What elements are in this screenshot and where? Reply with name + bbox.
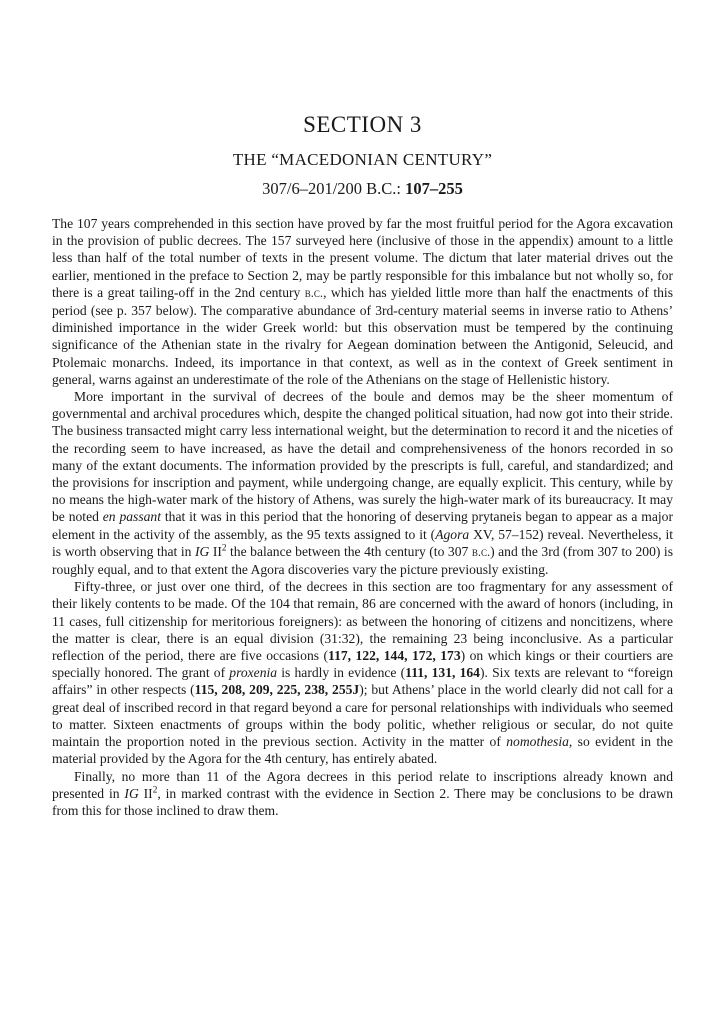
text-run-sup: 2 (152, 784, 158, 795)
text-run-b: 111, 131, 164 (405, 665, 480, 681)
paragraph-4: Finally, no more than 11 of the Agora decrees in this period relate to inscriptions already known and presented in IG $II^2$, in marked contrast with the evidence in Section 2. There may be conclusions to be drawn from this for those inclined to draw them. (52, 768, 673, 818)
text-run-i: proxenia (229, 665, 278, 681)
text-run-i: Agora (435, 526, 470, 542)
paragraph-3: Fifty-three, or just over one third, of the decrees in this section are too fragmentary for any assessment of their likely contents to be made. Of the 104 that remain, 86 are concerned with the award of honors (including, in 11 cases, full citizenship for meritorious foreigners): as between the honoring of citizens and noncitizens, where the matter is clear, there is an equal division (31:32), the remaining 23 being inconclusive. As a particular reflection of the period, there are five occasions (117, 122, 144, 172, 173) on which kings or their courtiers are specially honored. The grant of proxenia is hardly in evidence (111, 131, 164). Six texts are relevant to “foreign affairs” in other respects (115, 208, 209, 225, 238, 255J); but Athens’ place in the world clearly did not call for a great deal of inscribed record in that regard beyond a care for personal relationships with individuals who seemed to matter. Sixteen enactments of groups within the body politic, whether religious or secular, do not quite maintain the proportion noted in the previous section. Activity in the matter of nomothesia, so evident in the material provided by the Agora for the 4th century, has entirely abated. (52, 579, 673, 767)
date-range-text: 307/6–201/200 B.C.: (262, 179, 406, 198)
paragraph-2: More important in the survival of decrees of the boule and demos may be the sheer momentum of governmental and archival procedures which, despite the changed political situation, had now got into their stride. The business transacted might carry less international weight, but the determination to record it and the niceties of the recording seem to have increased, as have the detail and comprehensiveness of the honors recorded in so many of the extant documents. The information provided by the prescripts is full, careful, and standardized; and the provisions for inscription and payment, while undergoing change, are equally explicit. This century, while by no means the high-water mark of the history of Athens, was surely the high-water mark of its bureaucracy. It may be noted en passant that it was in this period that the honoring of deserving prytaneis began to appear as a major element in the activity of the assembly, as the 95 texts assigned to it (Agora XV, 57–152) reveal. Nevertheless, it is worth observing that in IG $II^2$ the balance between the 4th century (to 307 b.c.) and the 3rd (from 307 to 200) is roughly equal, and to that extent the Agora discoveries vary the picture previously existing. (52, 389, 674, 578)
section-date-range (52, 179, 673, 199)
text-run-sup: 2 (221, 542, 227, 553)
section-title: SECTION 3 (303, 112, 422, 137)
text-run-sc: b.c. (471, 544, 491, 559)
text-run-b: 115, 208, 209, 225, 238, 255J (194, 682, 360, 698)
text-run-b: 117, 122, 144, 172, 173 (328, 648, 461, 664)
text-run-i: IG (124, 785, 139, 801)
text-run-sc: b.c. (304, 285, 324, 300)
text-run-i: en passant (102, 509, 162, 525)
body-text (52, 215, 673, 819)
text-run-i: nomothesia (506, 734, 569, 750)
text-run-i: IG (194, 543, 210, 559)
section-subtitle: THE “MACEDONIAN CENTURY” (232, 150, 493, 169)
decree-number-range: 107–255 (405, 179, 463, 198)
paragraph-1: The 107 years comprehended in this section have proved by far the most fruitful period for the Agora excavation in the provision of public decrees. The 157 surveyed here (inclusive of those in the appendix) amount to a little less than half of the total number of texts in the present volume. The dictum that later material drives out the earlier, mentioned in the preface to Section 2, may be partly responsible for this imbalance but not wholly so, for there is a great tailing-off in the 2nd century b.c., which has yielded little more than half the enactments of this period (see p. 357 below). The comparative abundance of 3rd-century material seems in inverse ratio to Athens’ diminished importance in the wider Greek world: but this observation must be tempered by the continuing significance of the Athenian state in the rivalry for Aegean domination between the Antigonid, Seleucid, and Ptolemaic monarchs. Indeed, its importance in that context, as well as in the context of Greek sentiment in general, warns against an underestimate of the role of the Athenians on the stage of Hellenistic history. (52, 216, 673, 387)
